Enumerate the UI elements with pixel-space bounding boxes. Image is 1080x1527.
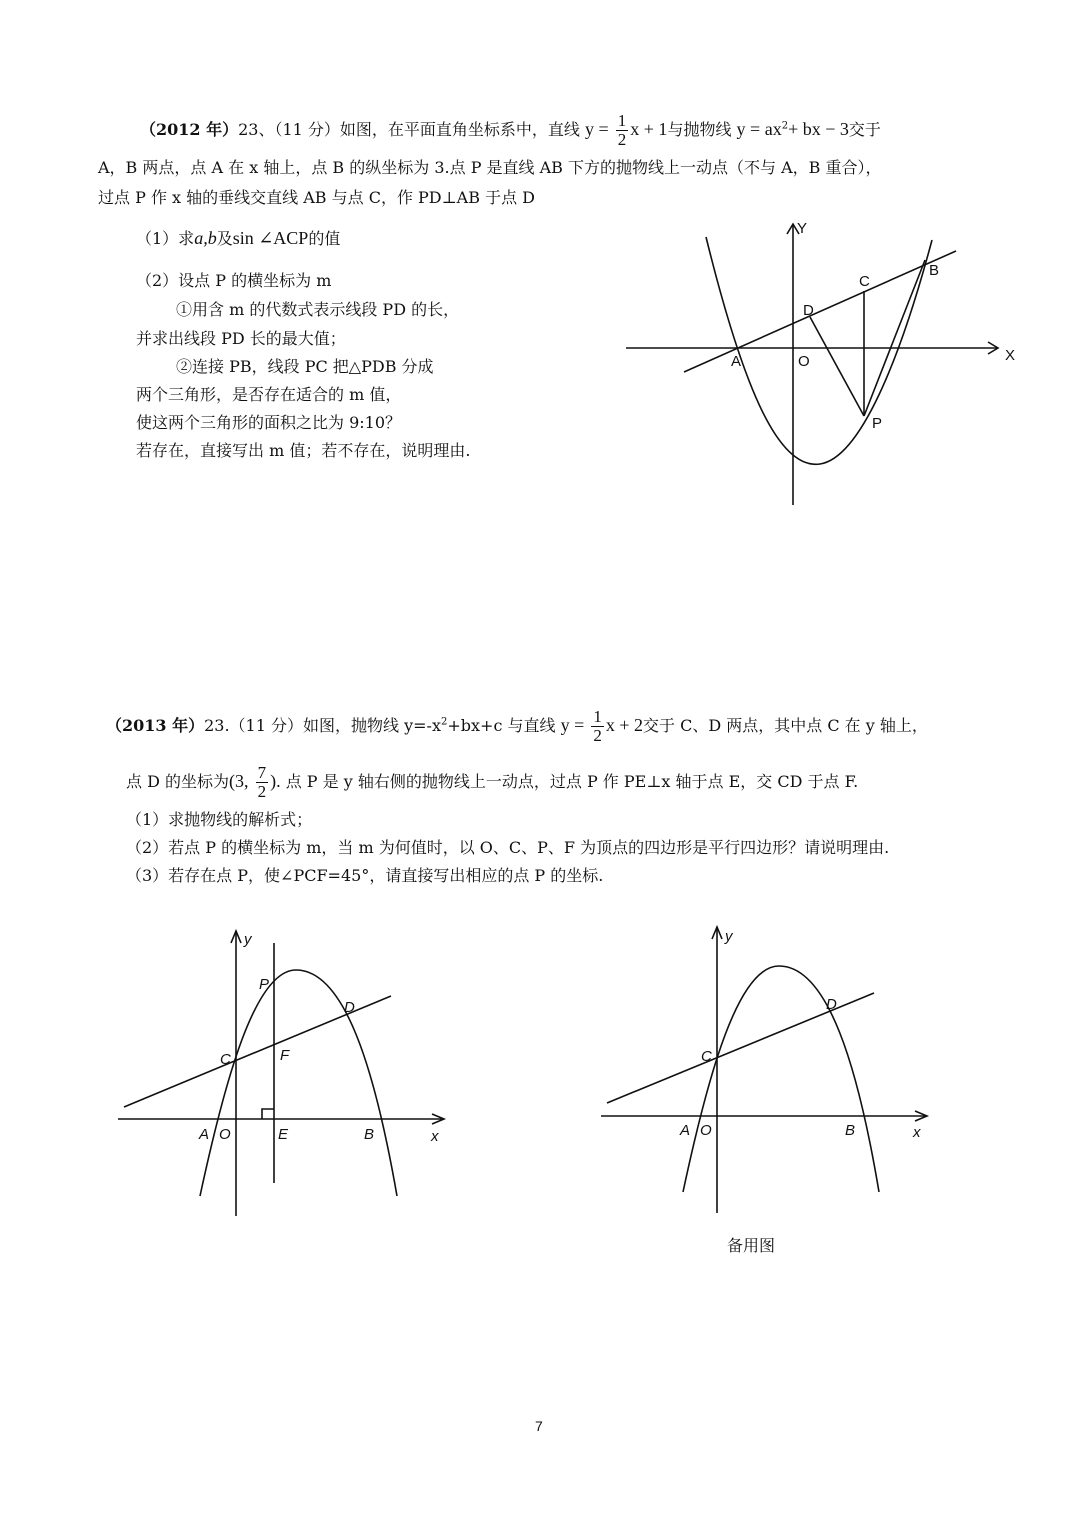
p2013-line-eq-lhs: y = <box>560 715 585 735</box>
p2013-fig1-label-c: C <box>220 1051 231 1068</box>
p2012-stem-c: 交于 <box>848 120 881 139</box>
p2012-q1-a: （1）求 <box>136 229 195 248</box>
p2012-q2-1b: 并求出线段 PD 长的最大值； <box>136 329 346 348</box>
p2013-frac-den: 2 <box>593 726 602 745</box>
p2012-line-eq-rhs: x + 1 <box>630 119 668 139</box>
p2013-fig1-label-f: F <box>280 1047 290 1064</box>
p2013-header: （2013 年） <box>106 716 205 735</box>
p2013-fig1-label-o: O <box>219 1126 231 1143</box>
p2012-number: 23、（11 分） <box>238 120 340 139</box>
p2013-fig2-label-b: B <box>845 1122 856 1139</box>
p2013-line-eq-rhs: x + 2 <box>605 715 643 735</box>
p2013-fig2-caption: 备用图 <box>727 1236 776 1255</box>
p2012-stem-a: 如图，在平面直角坐标系中，直线 <box>339 120 580 139</box>
p2013-q2: （2）若点 P 的横坐标为 m，当 m 为何值时，以 O、C、P、F 为顶点的四边形是平行四边形？请说明理由. <box>126 838 890 857</box>
p2013-stem-c: 交于 C、D 两点，其中点 C 在 y 轴上， <box>643 716 928 735</box>
p2012-frac-num: 1 <box>617 111 627 130</box>
p2012-label-o: O <box>798 353 810 370</box>
p2013-fig1-label-e: E <box>278 1126 289 1143</box>
p2012-q1-math2: sin ∠ACP <box>232 228 309 248</box>
p2013-fig1-label-y: y <box>244 931 252 948</box>
p2012-parabola-eq: y = ax <box>736 119 782 139</box>
p2013-q3: （3）若存在点 P，使∠PCF=45°，请直接写出相应的点 P 的坐标. <box>126 866 604 885</box>
p2013-coord-num: 7 <box>257 763 267 782</box>
p2012-line2: A，B 两点，点 A 在 x 轴上，点 B 的纵坐标为 3.点 P 是直线 AB 下方的抛物线上一动点（不与 A，B 重合）， <box>98 158 882 177</box>
p2012-q1-c: 的值 <box>308 229 341 248</box>
p2012-label-x: X <box>1005 347 1016 364</box>
p2013-line2-a: 点 D 的坐标为 <box>126 772 230 791</box>
p2012-frac-den: 2 <box>617 130 627 149</box>
p2012-header: （2012 年） <box>140 120 239 139</box>
p2012-q1-b: 及 <box>216 229 233 248</box>
p2012-label-b: B <box>929 262 940 279</box>
p2013-line2-b: 点 P 是 y 轴右侧的抛物线上一动点，过点 P 作 PE⊥x 轴于点 E，交 CD 于点 F. <box>285 772 859 791</box>
p2012-q2-2c: 使这两个三角形的面积之比为 9:10？ <box>136 413 402 432</box>
p2013-stem-a: 如图，抛物线 y=-x <box>303 716 441 735</box>
p2012-label-y: Y <box>797 220 808 237</box>
p2013-fig2-label-y: y <box>725 928 733 945</box>
p2012-line3: 过点 P 作 x 轴的垂线交直线 AB 与点 C，作 PD⊥AB 于点 D <box>98 188 535 207</box>
p2012-q2-2d: 若存在，直接写出 m 值；若不存在，说明理由. <box>136 441 471 460</box>
p2012-q2-2b: 两个三角形，是否存在适合的 m 值， <box>136 385 402 404</box>
p2012-parabola-rest: + bx − 3 <box>788 119 849 139</box>
p2013-stem-sup: 2 <box>440 716 448 728</box>
p2013-fig2-label-d: D <box>826 996 837 1013</box>
p2013-fig1-label-a: A <box>199 1126 210 1143</box>
p2012-stem-b: 与抛物线 <box>667 120 732 139</box>
p2012-label-d: D <box>803 302 814 319</box>
p2013-fig1-label-p: P <box>259 976 270 993</box>
p2012-q1-math: a,b <box>194 228 217 248</box>
p2013-fig1-label-d: D <box>344 999 355 1016</box>
p2013-fig2-label-x: x <box>913 1124 921 1141</box>
p2013-number: 23.（11 分） <box>204 716 304 735</box>
p2012-label-a: A <box>731 353 742 370</box>
p2013-coord-open: (3, <box>229 771 249 791</box>
p2013-fig2-parabola <box>683 966 879 1192</box>
p2013-fig1-label-b: B <box>364 1126 375 1143</box>
p2012-q2-1a: ①用含 m 的代数式表示线段 PD 的长， <box>176 300 460 319</box>
p2013-coord-close: ). <box>270 771 281 791</box>
p2012-label-c: C <box>859 273 870 290</box>
p2012-q2-2a: ②连接 PB，线段 PC 把△PDB 分成 <box>176 357 434 376</box>
p2012-label-p: P <box>872 415 883 432</box>
p2013-q1: （1）求抛物线的解析式； <box>126 810 313 829</box>
p2012-line-eq-lhs: y = <box>585 119 609 139</box>
p2013-fig2-label-o: O <box>700 1122 712 1139</box>
p2013-stem-b: +bx+c 与直线 <box>447 716 556 735</box>
p2013-frac-num: 1 <box>593 707 602 726</box>
p2012-parabola-sup: 2 <box>781 120 789 132</box>
p2013-fig2-label-a: A <box>680 1122 691 1139</box>
page-number: 7 <box>535 1418 543 1434</box>
p2013-coord-den: 2 <box>257 782 267 801</box>
p2013-fig1-label-x: x <box>431 1128 439 1145</box>
p2012-q2: （2）设点 P 的横坐标为 m <box>136 271 332 290</box>
p2013-fig2-label-c: C <box>701 1048 712 1065</box>
